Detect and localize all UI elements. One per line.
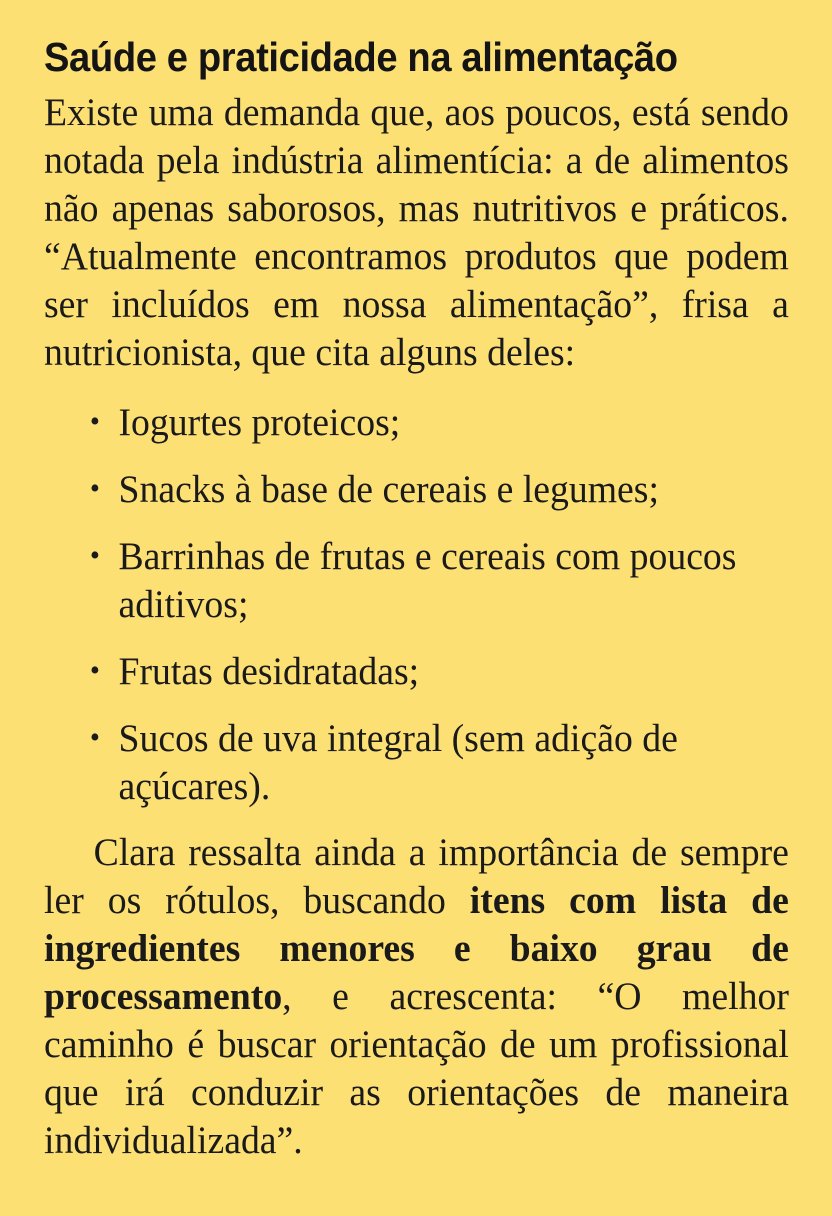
bullet-icon: •: [89, 405, 100, 438]
bullet-icon: •: [89, 539, 100, 572]
list-item: [44, 647, 798, 695]
list-item-label: Snacks à base de cereais e legumes;: [118, 467, 659, 511]
list-item: [44, 398, 798, 446]
page-title: Saúde e praticidade na alimentação: [44, 34, 678, 80]
bullet-icon: •: [89, 654, 100, 687]
closing-paragraph: [44, 828, 789, 1164]
lead-paragraph: Existe uma demanda que, aos poucos, está sendo notada pela indústria alimentícia: a de alimentos não apenas saborosos, mas nutritivos e práticos. “Atualmente encontramos produtos que podem ser incluídos em nossa alimentação”, frisa a nutricionista, que cita alguns deles:: [44, 90, 789, 374]
closing-text-part1: Clara ressalta ainda a importância de sempre ler os rótulos, buscando: [44, 830, 789, 922]
food-items-list: [44, 398, 832, 810]
list-item-label: Frutas desidratadas;: [118, 649, 420, 693]
closing-text-emphasis: itens com lista de ingredientes menores e baixo grau de processamento: [44, 878, 789, 1018]
list-item: [44, 532, 798, 628]
bullet-icon: •: [89, 472, 100, 505]
list-item-label: Sucos de uva integral (sem adição de açúcares).: [118, 716, 678, 808]
list-item: [44, 714, 798, 810]
closing-text-part2: , e acrescenta: “O melhor caminho é buscar orientação de um profissional que irá conduzir as orientações de maneira individualizada”.: [44, 974, 789, 1162]
bullet-icon: •: [89, 721, 100, 754]
list-item: [44, 465, 798, 513]
list-item-label: Barrinhas de frutas e cereais com poucos aditivos;: [118, 534, 737, 626]
list-item-label: Iogurtes proteicos;: [118, 400, 401, 444]
